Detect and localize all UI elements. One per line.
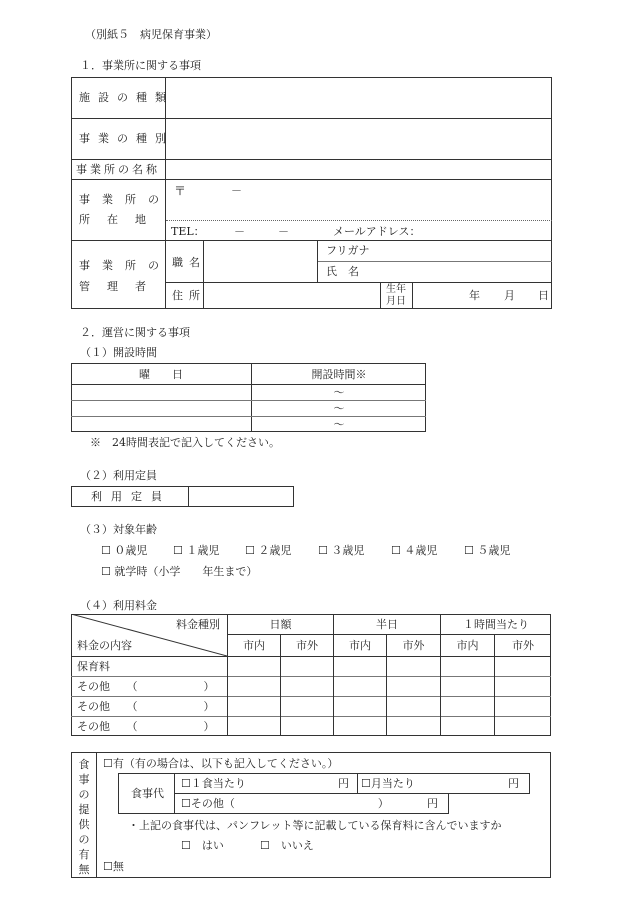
- checkbox-icon[interactable]: ☐: [391, 544, 401, 557]
- hours-note: ※ 24時間表記で記入してください。: [90, 436, 280, 449]
- facility-type-label: 施設の種類: [79, 91, 174, 104]
- location-label-line2: 所在地: [79, 213, 163, 226]
- checkbox-icon[interactable]: ☐: [464, 544, 474, 557]
- manager-label-line1: 事業所の: [79, 259, 171, 272]
- postal-mark: 〒: [174, 184, 187, 198]
- checkbox-icon[interactable]: ☐: [245, 544, 255, 557]
- name-label: 氏 名: [326, 265, 359, 278]
- fee-sub-in-3: 市内: [456, 639, 479, 652]
- fee-sub-in-2: 市内: [349, 639, 371, 652]
- fee-sub-in-1: 市内: [243, 639, 265, 652]
- address-label: 住所: [172, 289, 206, 302]
- meal-per-meal-option[interactable]: ☐１食当たり: [181, 777, 246, 790]
- age-4[interactable]: ☐ ４歳児: [391, 544, 438, 557]
- checkbox-icon[interactable]: ☐: [101, 544, 111, 557]
- hours-tilde-2: ～: [333, 402, 345, 415]
- meal-side-label: 食 事 の 提 供 の 有 無: [78, 758, 90, 876]
- meal-yen-1: 円: [338, 777, 349, 790]
- fee-group-daily: 日額: [269, 618, 292, 631]
- meal-yen-3: 円: [427, 797, 438, 810]
- fee-row-other-3: その他 （ ）: [77, 720, 215, 733]
- meal-included-no[interactable]: ☐ いいえ: [260, 839, 314, 852]
- checkbox-icon[interactable]: ☐: [173, 544, 183, 557]
- hours-col-day: 曜 日: [139, 368, 183, 381]
- tel-label: TEL：: [171, 225, 205, 238]
- age-heading: （３）対象年齢: [80, 523, 157, 536]
- meal-other-option[interactable]: ☐その他（ ）: [181, 797, 389, 810]
- month-label: 月: [504, 289, 515, 302]
- postal-dash: －: [231, 184, 242, 197]
- fee-sub-out-2: 市外: [402, 639, 425, 652]
- manager-label-line2: 管理者: [79, 280, 163, 293]
- meal-included-yes[interactable]: ☐ はい: [181, 839, 224, 852]
- hours-tilde-1: ～: [333, 386, 345, 399]
- meal-no-option[interactable]: ☐無: [103, 860, 124, 873]
- section2-heading: ２．運営に関する事項: [80, 326, 190, 339]
- meal-fee-label: 食事代: [131, 787, 164, 800]
- section1-heading: １．事業所に関する事項: [80, 59, 201, 72]
- email-label: メールアドレス：: [333, 225, 421, 238]
- age-1[interactable]: ☐ １歳児: [173, 544, 220, 557]
- meal-question: ・上記の食事代は、パンフレット等に記載している保育料に含んでいますか: [128, 819, 502, 832]
- fee-group-hourly: １時間当たり: [463, 618, 529, 631]
- hours-tilde-3: ～: [333, 418, 345, 431]
- age-5[interactable]: ☐ ５歳児: [464, 544, 511, 557]
- fee-type-label: 料金種別: [176, 618, 220, 631]
- fee-row-other-1: その他 （ ）: [77, 680, 215, 693]
- day-label: 日: [538, 289, 549, 302]
- fee-content-label: 料金の内容: [77, 639, 132, 652]
- age-0[interactable]: ☐ ０歳児: [101, 544, 148, 557]
- birth-label-line2: 月日: [386, 296, 406, 307]
- business-type-label: 事業の種別: [79, 132, 174, 145]
- meal-yes-option[interactable]: ☐有（有の場合は、以下も記入してください。）: [103, 757, 339, 770]
- capacity-label: 利用定員: [91, 490, 171, 503]
- fee-sub-out-3: 市外: [512, 639, 534, 652]
- capacity-heading: （２）利用定員: [80, 469, 157, 482]
- location-label-line1: 事業所の: [79, 193, 171, 206]
- hours-heading: （１）開設時間: [80, 346, 157, 359]
- fee-row-other-2: その他 （ ）: [77, 700, 215, 713]
- birth-label-line1: 生年: [386, 284, 406, 295]
- age-school[interactable]: ☐ 就学時（小学 年生まで）: [101, 565, 258, 578]
- fee-group-halfday: 半日: [376, 618, 398, 631]
- job-title-label: 職名: [172, 256, 206, 269]
- fee-sub-out-1: 市外: [296, 639, 318, 652]
- checkbox-icon[interactable]: ☐: [101, 565, 111, 578]
- furigana-label: フリガナ: [326, 244, 370, 257]
- year-label: 年: [469, 289, 480, 302]
- fee-heading: （４）利用料金: [80, 599, 157, 612]
- checkbox-icon[interactable]: ☐: [318, 544, 328, 557]
- age-2[interactable]: ☐ ２歳児: [245, 544, 292, 557]
- meal-per-month-option[interactable]: ☐月当たり: [361, 777, 415, 790]
- document-title: （別紙５ 病児保育事業）: [85, 28, 217, 41]
- tel-dash-1: －: [234, 225, 245, 238]
- age-3[interactable]: ☐ ３歳児: [318, 544, 365, 557]
- hours-col-time: 開設時間※: [311, 368, 367, 381]
- office-name-label: 事業所の名称: [76, 163, 160, 176]
- fee-row-childcare: 保育料: [77, 660, 110, 673]
- meal-yen-2: 円: [508, 777, 519, 790]
- tel-dash-2: －: [278, 225, 289, 238]
